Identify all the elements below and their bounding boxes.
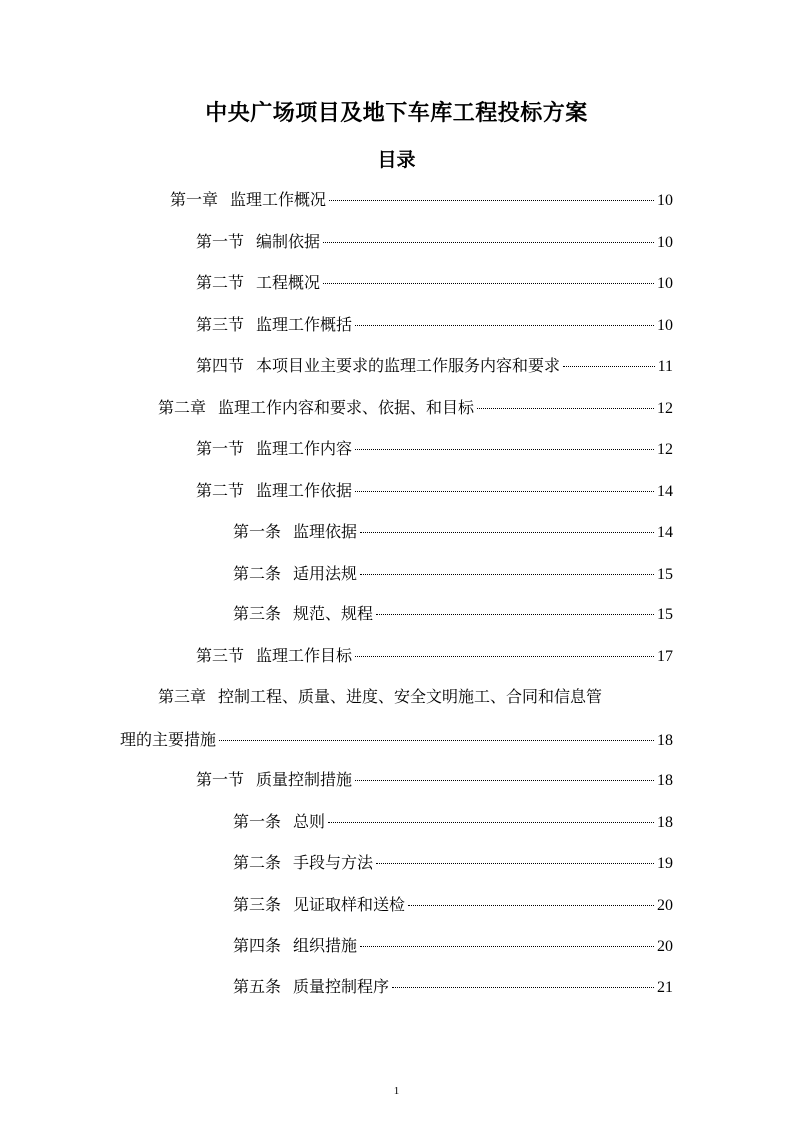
toc-page: 15 (657, 606, 673, 623)
toc-title: 编制依据 (256, 232, 321, 251)
toc-leader (563, 366, 655, 367)
toc-page: 11 (657, 358, 673, 375)
toc-label: 第一条 (233, 522, 282, 541)
toc-entry[interactable] (196, 229, 673, 253)
toc-leader (329, 200, 654, 201)
toc-leader (219, 740, 654, 741)
toc-label: 第一条 (233, 812, 282, 831)
toc-title: 手段与方法 (293, 853, 374, 872)
toc-label: 第四条 (233, 936, 282, 955)
toc-entry[interactable] (196, 353, 673, 377)
toc-title: 规范、规程 (293, 604, 374, 623)
toc-title: 适用法规 (293, 564, 358, 583)
toc-entry[interactable] (196, 436, 673, 460)
toc-label: 第二节 (196, 273, 245, 292)
toc-title: 总则 (293, 812, 326, 831)
document-title: 中央广场项目及地下车库工程投标方案 (205, 101, 588, 126)
toc-leader (408, 905, 654, 906)
toc-label: 第二条 (233, 853, 282, 872)
toc-page: 10 (657, 275, 673, 292)
toc-entry[interactable] (233, 892, 673, 916)
toc-page: 18 (657, 732, 673, 749)
toc-entry[interactable] (233, 974, 673, 998)
toc-page: 15 (657, 566, 673, 583)
toc-label: 第一节 (196, 770, 245, 789)
toc-page: 10 (657, 317, 673, 334)
toc-page: 12 (657, 441, 673, 458)
toc-leader (360, 532, 654, 533)
toc-title: 质量控制程序 (293, 977, 390, 996)
toc-leader (360, 946, 654, 947)
toc-leader (355, 449, 654, 450)
toc-heading: 目录 (377, 149, 416, 171)
toc-entry[interactable] (196, 767, 673, 791)
toc-label: 第二条 (233, 564, 282, 583)
toc-entry[interactable] (233, 601, 673, 625)
toc-page: 20 (657, 897, 673, 914)
toc-page: 10 (657, 234, 673, 251)
toc-page: 10 (657, 192, 673, 209)
toc-leader (355, 325, 654, 326)
toc-entry[interactable] (196, 478, 673, 502)
toc-title: 监理工作内容和要求、依据、和目标 (218, 398, 475, 417)
toc-leader (392, 987, 654, 988)
toc-leader (323, 283, 654, 284)
toc-entry-chapter-3[interactable] (158, 684, 673, 707)
toc-entry-chapter-3-cont[interactable] (120, 727, 673, 751)
toc-title: 监理依据 (293, 522, 358, 541)
toc-title: 质量控制措施 (256, 770, 353, 789)
toc-leader (360, 574, 654, 575)
toc-title: 监理工作概括 (256, 315, 353, 334)
toc-leader (376, 614, 654, 615)
toc-label: 第二节 (196, 481, 245, 500)
toc-label: 第三章 (158, 687, 207, 706)
toc-title: 监理工作内容 (256, 439, 353, 458)
toc-title-line2: 理的主要措施 (120, 730, 217, 749)
toc-page: 14 (657, 483, 673, 500)
toc-entry[interactable] (196, 312, 673, 336)
toc-title: 监理工作目标 (256, 646, 353, 665)
toc-label: 第三条 (233, 604, 282, 623)
toc-label: 第三节 (196, 646, 245, 665)
toc-leader (328, 822, 654, 823)
page-number: 1 (393, 1085, 400, 1097)
toc-entry[interactable] (233, 809, 673, 833)
toc-label: 第四节 (196, 356, 245, 375)
toc-title: 本项目业主要求的监理工作服务内容和要求 (256, 356, 561, 375)
toc-title: 见证取样和送检 (293, 895, 406, 914)
toc-label: 第二章 (158, 398, 207, 417)
toc-page: 14 (657, 524, 673, 541)
toc-leader (477, 408, 654, 409)
toc-label: 第五条 (233, 977, 282, 996)
toc-page: 18 (657, 814, 673, 831)
toc-page: 17 (657, 648, 673, 665)
toc-page: 12 (657, 400, 673, 417)
toc-entry[interactable] (196, 270, 673, 294)
toc-title: 监理工作概况 (230, 190, 327, 209)
toc-page: 18 (657, 772, 673, 789)
toc-entry[interactable] (170, 187, 673, 211)
toc-entry[interactable] (233, 519, 673, 543)
toc-label: 第三节 (196, 315, 245, 334)
toc-title-line1: 控制工程、质量、进度、安全文明施工、合同和信息管 (218, 687, 603, 706)
toc-entry[interactable] (196, 643, 673, 667)
toc-label: 第一节 (196, 232, 245, 251)
toc-title: 组织措施 (293, 936, 358, 955)
toc-page: 20 (657, 938, 673, 955)
toc-leader (355, 656, 654, 657)
toc-page: 19 (657, 855, 673, 872)
toc-leader (355, 491, 654, 492)
toc-title: 监理工作依据 (256, 481, 353, 500)
toc-leader (323, 242, 654, 243)
toc-page: 21 (657, 979, 673, 996)
toc-label: 第一章 (170, 190, 219, 209)
toc-title: 工程概况 (256, 273, 321, 292)
toc-label: 第三条 (233, 895, 282, 914)
toc-label: 第一节 (196, 439, 245, 458)
toc-entry[interactable] (233, 933, 673, 957)
toc-entry[interactable] (158, 395, 673, 419)
toc-entry[interactable] (233, 561, 673, 585)
toc-entry[interactable] (233, 850, 673, 874)
toc-leader (376, 863, 654, 864)
toc-leader (355, 780, 654, 781)
